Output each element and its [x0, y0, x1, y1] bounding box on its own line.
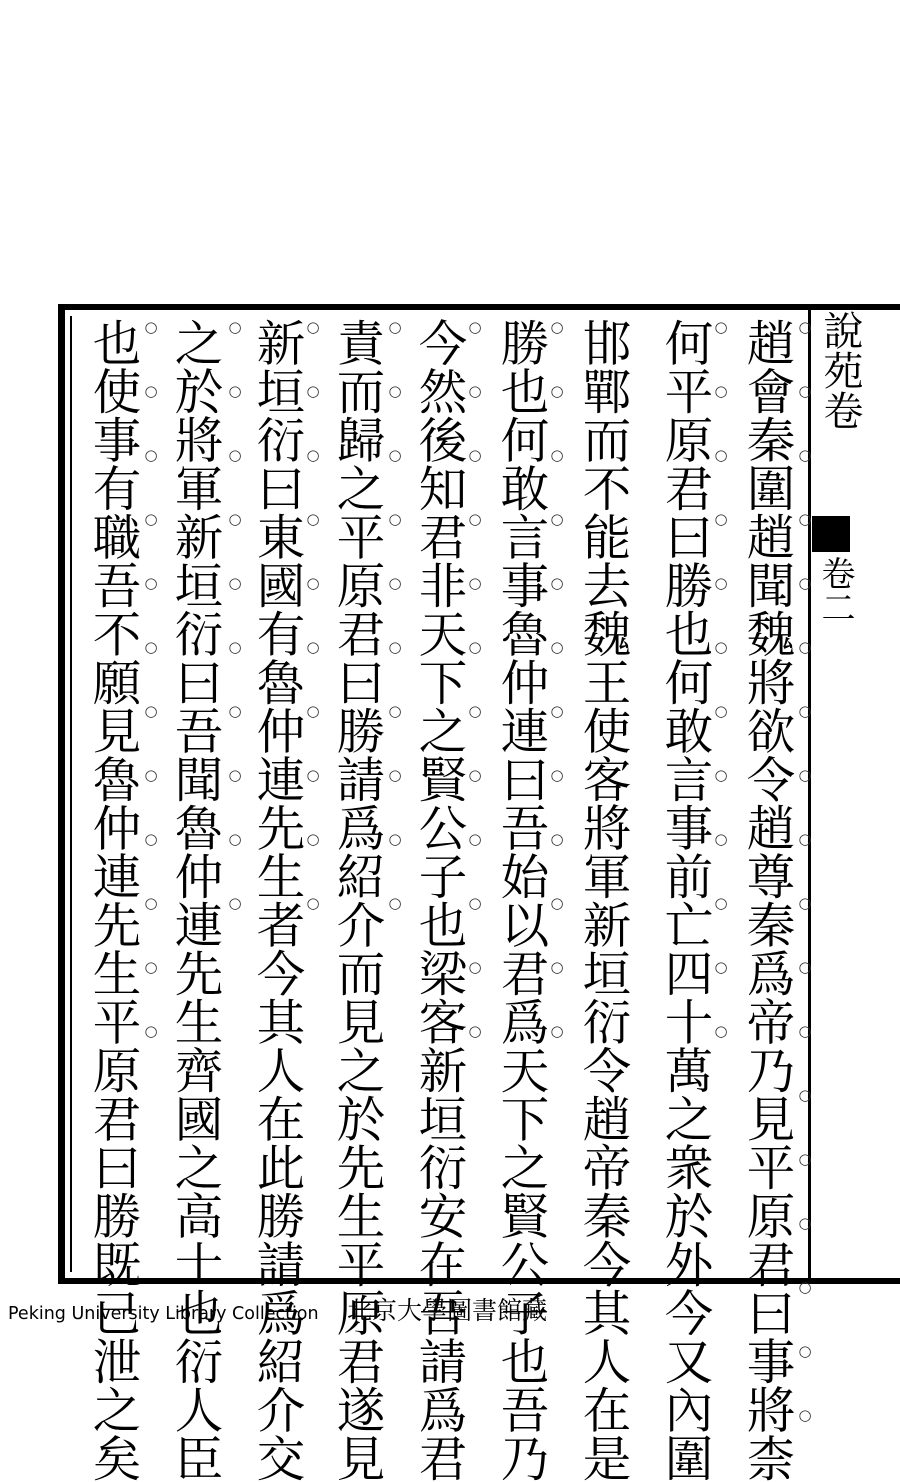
text-column: 也使事有職吾不願見魯仲連先生平原君曰勝既已泄之矣 — [84, 318, 140, 1482]
text-column: 趙會秦圍趙聞魏將欲令趙尊秦爲帝乃見平原君曰事將柰 — [738, 318, 794, 1482]
inner-border-rule — [70, 316, 72, 1272]
text-column: 勝也何敢言事魯仲連曰吾始以君爲天下之賢公子也吾乃 — [492, 318, 548, 1482]
collection-credit-zh: 北京大學圖書館藏 — [347, 1296, 548, 1325]
reading-dots: ○○○○○○○○○○○○ — [548, 318, 566, 1086]
margin-juan-label: 卷二 — [815, 556, 855, 624]
juan-fishtail-mark — [812, 516, 850, 552]
text-column: 責而歸之平原君曰勝請爲紹介而見之於先生平原君遂見 — [328, 318, 384, 1482]
text-column: 邯鄲而不能去魏王使客將軍新垣衍令趙帝秦今其人在是 — [574, 318, 630, 1482]
reading-dots: ○○○○○○○○○○○○ — [466, 318, 484, 1086]
reading-dots: ○○○○○○○○○○ — [226, 318, 244, 958]
reading-dots: ○○○○○○○○○○ — [304, 318, 322, 958]
margin-book-title: 說苑卷 — [817, 310, 863, 430]
text-column: 何平原君曰勝也何敢言事前亡四十萬之衆於外今又內圍 — [656, 318, 712, 1482]
reading-dots: ○○○○○○○○○○○○ — [712, 318, 730, 1086]
collection-credit-en: Peking University Library Collection — [8, 1304, 319, 1324]
text-column: 今然後知君非天下之賢公子也梁客新垣衍安在吾請爲君 — [410, 318, 466, 1482]
reading-dots: ○○○○○○○○○○○○ — [142, 318, 160, 1086]
text-column: 新垣衍曰東國有魯仲連先生者今其人在此勝請爲紹介交 — [248, 318, 304, 1482]
reading-dots: ○○○○○○○○○○ — [386, 318, 404, 958]
text-column: 之於將軍新垣衍曰吾聞魯仲連先生齊國之高士也衍人臣 — [166, 318, 222, 1482]
reading-dots: ○○○○○○○○○○○○○○○○○○ — [796, 318, 814, 1470]
